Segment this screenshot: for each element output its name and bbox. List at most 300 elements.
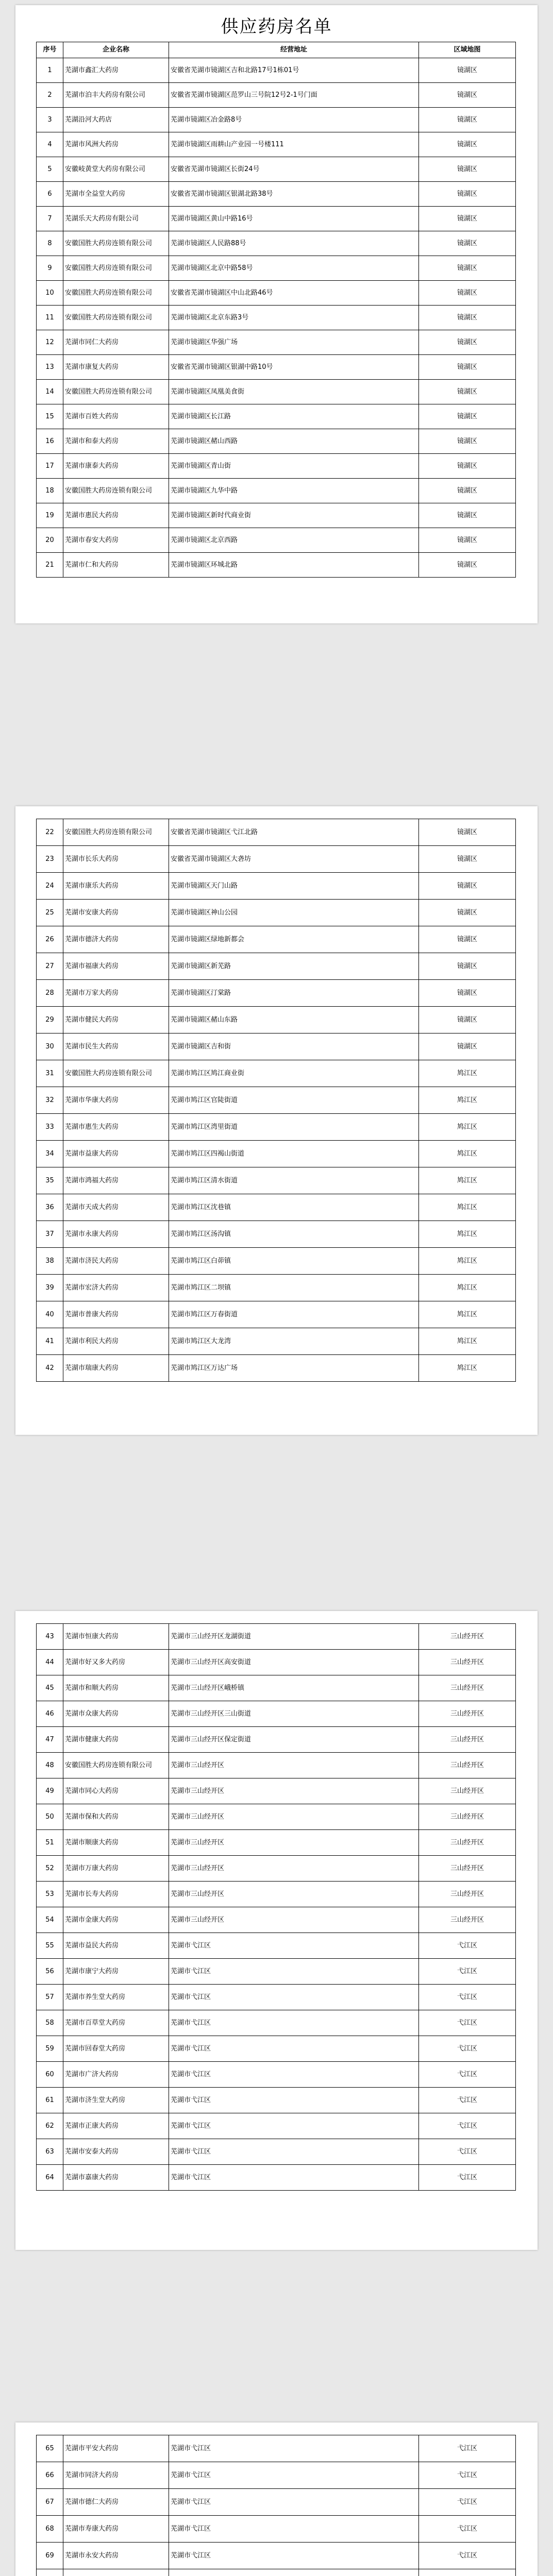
- table-row: [37, 207, 516, 231]
- table-row: [37, 83, 516, 108]
- company-name: 芜湖市万家大药房: [63, 980, 169, 1007]
- district: 镜湖区: [419, 528, 516, 553]
- table-row: [37, 2435, 516, 2462]
- district: 鸠江区: [419, 1194, 516, 1221]
- table-header-row: [37, 42, 516, 58]
- header-address: 经营地址: [169, 42, 419, 58]
- pharmacy-table: [36, 1623, 516, 2191]
- business-address: 芜湖市弋江区: [169, 2165, 419, 2191]
- company-name: 芜湖市同济大药房: [63, 2462, 169, 2489]
- company-name: 芜湖市康复大药房: [63, 355, 169, 380]
- business-address: 芜湖市鸠江区清水街道: [169, 1167, 419, 1194]
- company-name: 芜湖市和泰大药房: [63, 429, 169, 454]
- table-row: [37, 2113, 516, 2139]
- company-name: 芜湖市好又多大药房: [63, 1650, 169, 1675]
- company-name: 芜湖市永康大药房: [63, 1221, 169, 1248]
- table-row: [37, 1221, 516, 1248]
- row-index: 4: [37, 132, 63, 157]
- business-address: 芜湖市鸠江区万春街道: [169, 1301, 419, 1328]
- row-index: 46: [37, 1701, 63, 1727]
- district: 鸠江区: [419, 1114, 516, 1141]
- district: 鸠江区: [419, 1060, 516, 1087]
- table-row: [37, 2516, 516, 2543]
- district: 弋江区: [419, 1959, 516, 1985]
- business-address: 芜湖市镜湖区赭山东路: [169, 1007, 419, 1033]
- district: 镜湖区: [419, 553, 516, 578]
- business-address: 芜湖市镜湖区新时代商业街: [169, 503, 419, 528]
- district: 弋江区: [419, 2062, 516, 2088]
- district: 镜湖区: [419, 1033, 516, 1060]
- table-row: [37, 231, 516, 256]
- business-address: 芜湖市三山经开区: [169, 1907, 419, 1933]
- table-row: [37, 1087, 516, 1114]
- district: 三山经开区: [419, 1753, 516, 1778]
- business-address: 芜湖市镜湖区华强广场: [169, 330, 419, 355]
- business-address: 芜湖市镜湖区汀棠路: [169, 980, 419, 1007]
- table-body: [37, 2435, 516, 2576]
- company-name: 芜湖市风洲大药房: [63, 132, 169, 157]
- table-row: [37, 1675, 516, 1701]
- district: 镜湖区: [419, 819, 516, 846]
- row-index: 14: [37, 380, 63, 404]
- company-name: 芜湖市健民大药房: [63, 1007, 169, 1033]
- district: 弋江区: [419, 2462, 516, 2489]
- business-address: 芜湖市三山经开区: [169, 1830, 419, 1856]
- business-address: 芜湖市三山经开区: [169, 1753, 419, 1778]
- district: 弋江区: [419, 1933, 516, 1959]
- header-area: 区域地图: [419, 42, 516, 58]
- business-address: [169, 2569, 419, 2576]
- row-index: 45: [37, 1675, 63, 1701]
- row-index: 50: [37, 1804, 63, 1830]
- company-name: 芜湖市瑞康大药房: [63, 1355, 169, 1382]
- table-row: [37, 479, 516, 503]
- business-address: 芜湖市镜湖区新芜路: [169, 953, 419, 980]
- business-address: 芜湖市弋江区: [169, 2462, 419, 2489]
- row-index: 13: [37, 355, 63, 380]
- table-row: [37, 281, 516, 306]
- business-address: 芜湖市镜湖区吉和街: [169, 1033, 419, 1060]
- district: 鸠江区: [419, 1275, 516, 1301]
- table-row: [37, 819, 516, 846]
- document-title: 供应药房名单: [221, 16, 332, 37]
- district: 镜湖区: [419, 207, 516, 231]
- row-index: 38: [37, 1248, 63, 1275]
- row-index: 44: [37, 1650, 63, 1675]
- company-name: 芜湖市康宁大药房: [63, 1959, 169, 1985]
- table-row: [37, 2062, 516, 2088]
- company-name: 芜湖市民生大药房: [63, 1033, 169, 1060]
- district: 镜湖区: [419, 256, 516, 281]
- district: 镜湖区: [419, 281, 516, 306]
- business-address: 芜湖市弋江区: [169, 2113, 419, 2139]
- company-name: 安徽国胜大药房连锁有限公司: [63, 479, 169, 503]
- row-index: 30: [37, 1033, 63, 1060]
- business-address: 安徽省芜湖市镜湖区范罗山三号院12号2-1号门面: [169, 83, 419, 108]
- district: 三山经开区: [419, 1856, 516, 1882]
- pharmacy-table: [36, 42, 516, 578]
- business-address: 芜湖市镜湖区人民路88号: [169, 231, 419, 256]
- district: 弋江区: [419, 1985, 516, 2010]
- district: 弋江区: [419, 2435, 516, 2462]
- row-index: 24: [37, 873, 63, 900]
- table-row: [37, 1753, 516, 1778]
- table-row: [37, 1033, 516, 1060]
- row-index: 42: [37, 1355, 63, 1382]
- district: 鸠江区: [419, 1221, 516, 1248]
- table-row: [37, 980, 516, 1007]
- row-index: [37, 2569, 63, 2576]
- business-address: 芜湖市鸠江区沈巷镇: [169, 1194, 419, 1221]
- company-name: 芜湖市福康大药房: [63, 953, 169, 980]
- row-index: 22: [37, 819, 63, 846]
- row-index: 29: [37, 1007, 63, 1033]
- row-index: 43: [37, 1624, 63, 1650]
- business-address: 芜湖市弋江区: [169, 1959, 419, 1985]
- company-name: 安徽国胜大药房连锁有限公司: [63, 231, 169, 256]
- district: 镜湖区: [419, 953, 516, 980]
- company-name: 芜湖市泊丰大药房有限公司: [63, 83, 169, 108]
- district: 弋江区: [419, 2113, 516, 2139]
- table-row: [37, 58, 516, 83]
- row-index: 59: [37, 2036, 63, 2062]
- row-index: 34: [37, 1141, 63, 1167]
- company-name: 芜湖市康泰大药房: [63, 454, 169, 479]
- business-address: 芜湖市鸠江区官陡街道: [169, 1087, 419, 1114]
- row-index: 20: [37, 528, 63, 553]
- table-row: [37, 2569, 516, 2576]
- business-address: 芜湖市镜湖区北京东路3号: [169, 306, 419, 330]
- company-name: 芜湖市百姓大药房: [63, 404, 169, 429]
- district: 镜湖区: [419, 132, 516, 157]
- district: 三山经开区: [419, 1727, 516, 1753]
- row-index: 67: [37, 2489, 63, 2516]
- company-name: 芜湖市正康大药房: [63, 2113, 169, 2139]
- district: 鸠江区: [419, 1087, 516, 1114]
- business-address: 芜湖市镜湖区神山公园: [169, 900, 419, 926]
- row-index: 2: [37, 83, 63, 108]
- table-row: [37, 900, 516, 926]
- business-address: 芜湖市镜湖区凤凰美食街: [169, 380, 419, 404]
- table-row: [37, 1830, 516, 1856]
- company-name: 安徽国胜大药房连锁有限公司: [63, 1753, 169, 1778]
- company-name: 芜湖市百草堂大药房: [63, 2010, 169, 2036]
- row-index: 63: [37, 2139, 63, 2165]
- table-row: [37, 1650, 516, 1675]
- district: 镜湖区: [419, 83, 516, 108]
- district: 镜湖区: [419, 454, 516, 479]
- business-address: 芜湖市三山经开区高安街道: [169, 1650, 419, 1675]
- business-address: 安徽省芜湖市镜湖区银湖中路10号: [169, 355, 419, 380]
- row-index: 68: [37, 2516, 63, 2543]
- district: 弋江区: [419, 2165, 516, 2191]
- table-row: [37, 553, 516, 578]
- business-address: 芜湖市三山经开区龙湖街道: [169, 1624, 419, 1650]
- business-address: 芜湖市弋江区: [169, 2139, 419, 2165]
- company-name: 芜湖市回春堂大药房: [63, 2036, 169, 2062]
- document-page-4: [15, 2422, 538, 2576]
- district: 镜湖区: [419, 380, 516, 404]
- company-name: 芜湖市寿康大药房: [63, 2516, 169, 2543]
- table-body: [37, 58, 516, 578]
- row-index: 11: [37, 306, 63, 330]
- district: 弋江区: [419, 2088, 516, 2113]
- business-address: 芜湖市弋江区: [169, 2088, 419, 2113]
- district: 三山经开区: [419, 1907, 516, 1933]
- company-name: 芜湖市同仁大药房: [63, 330, 169, 355]
- business-address: 芜湖市弋江区: [169, 2010, 419, 2036]
- table-row: [37, 1701, 516, 1727]
- company-name: 芜湖市养生堂大药房: [63, 1985, 169, 2010]
- row-index: 25: [37, 900, 63, 926]
- district: 弋江区: [419, 2543, 516, 2569]
- business-address: 安徽省芜湖市镜湖区大砻坊: [169, 846, 419, 873]
- row-index: 37: [37, 1221, 63, 1248]
- table-row: [37, 873, 516, 900]
- business-address: 芜湖市鸠江区汤沟镇: [169, 1221, 419, 1248]
- district: 镜湖区: [419, 58, 516, 83]
- table-row: [37, 1141, 516, 1167]
- business-address: 安徽省芜湖市镜湖区银湖北路38号: [169, 182, 419, 207]
- business-address: 芜湖市弋江区: [169, 2489, 419, 2516]
- business-address: 芜湖市鸠江区白茆镇: [169, 1248, 419, 1275]
- table-row: [37, 1275, 516, 1301]
- row-index: 15: [37, 404, 63, 429]
- table-row: [37, 528, 516, 553]
- table-row: [37, 1907, 516, 1933]
- row-index: 1: [37, 58, 63, 83]
- business-address: 芜湖市弋江区: [169, 2435, 419, 2462]
- district: 弋江区: [419, 2516, 516, 2543]
- table-row: [37, 1624, 516, 1650]
- header-index: 序号: [37, 42, 63, 58]
- district: 三山经开区: [419, 1701, 516, 1727]
- table-row: [37, 1985, 516, 2010]
- business-address: 芜湖市鸠江区万达广场: [169, 1355, 419, 1382]
- pharmacy-table: [36, 819, 516, 1382]
- company-name: 芜湖市和顺大药房: [63, 1675, 169, 1701]
- company-name: 芜湖市济生堂大药房: [63, 2088, 169, 2113]
- table-row: [37, 380, 516, 404]
- company-name: 芜湖乐天大药房有限公司: [63, 207, 169, 231]
- row-index: 16: [37, 429, 63, 454]
- business-address: 芜湖市三山经开区: [169, 1804, 419, 1830]
- company-name: 芜湖市利民大药房: [63, 1328, 169, 1355]
- row-index: 12: [37, 330, 63, 355]
- district: 镜湖区: [419, 182, 516, 207]
- business-address: 芜湖市镜湖区黄山中路16号: [169, 207, 419, 231]
- row-index: 21: [37, 553, 63, 578]
- table-row: [37, 182, 516, 207]
- district: 镜湖区: [419, 157, 516, 182]
- business-address: 芜湖市镜湖区长江路: [169, 404, 419, 429]
- district: 弋江区: [419, 2010, 516, 2036]
- row-index: 41: [37, 1328, 63, 1355]
- company-name: 芜湖市宏济大药房: [63, 1275, 169, 1301]
- company-name: 芜湖市同心大药房: [63, 1778, 169, 1804]
- company-name: 芜湖市鑫汇大药房: [63, 58, 169, 83]
- business-address: 芜湖市弋江区: [169, 2036, 419, 2062]
- district: 鸠江区: [419, 1248, 516, 1275]
- district: 镜湖区: [419, 926, 516, 953]
- district: 三山经开区: [419, 1882, 516, 1907]
- table-row: [37, 1060, 516, 1087]
- company-name: 安徽国胜大药房连锁有限公司: [63, 256, 169, 281]
- table-row: [37, 256, 516, 281]
- table-row: [37, 454, 516, 479]
- company-name: 安徽国胜大药房连锁有限公司: [63, 1060, 169, 1087]
- company-name: 安徽国胜大药房连锁有限公司: [63, 819, 169, 846]
- row-index: 36: [37, 1194, 63, 1221]
- business-address: 芜湖市弋江区: [169, 2062, 419, 2088]
- company-name: 芜湖市德济大药房: [63, 926, 169, 953]
- company-name: 芜湖市长乐大药房: [63, 846, 169, 873]
- district: 镜湖区: [419, 330, 516, 355]
- row-index: 27: [37, 953, 63, 980]
- table-row: [37, 2010, 516, 2036]
- table-row: [37, 1856, 516, 1882]
- row-index: 7: [37, 207, 63, 231]
- company-name: 安徽国胜大药房连锁有限公司: [63, 306, 169, 330]
- company-name: 芜湖市长寿大药房: [63, 1882, 169, 1907]
- row-index: 9: [37, 256, 63, 281]
- table-row: [37, 2165, 516, 2191]
- company-name: 安徽岐黄堂大药房有限公司: [63, 157, 169, 182]
- document-page-3: [15, 1611, 538, 2250]
- table-row: [37, 1007, 516, 1033]
- row-index: 56: [37, 1959, 63, 1985]
- business-address: 芜湖市鸠江区二坝镇: [169, 1275, 419, 1301]
- company-name: 芜湖市春安大药房: [63, 528, 169, 553]
- row-index: 57: [37, 1985, 63, 2010]
- table-row: [37, 1301, 516, 1328]
- district: 镜湖区: [419, 846, 516, 873]
- business-address: 芜湖市镜湖区北京中路58号: [169, 256, 419, 281]
- table-row: [37, 1194, 516, 1221]
- header-company: 企业名称: [63, 42, 169, 58]
- row-index: 6: [37, 182, 63, 207]
- table-row: [37, 132, 516, 157]
- district: 弋江区: [419, 2139, 516, 2165]
- row-index: 55: [37, 1933, 63, 1959]
- row-index: 35: [37, 1167, 63, 1194]
- district: 镜湖区: [419, 980, 516, 1007]
- pharmacy-table: [36, 2435, 516, 2576]
- company-name: 安徽国胜大药房连锁有限公司: [63, 281, 169, 306]
- table-row: [37, 846, 516, 873]
- business-address: 芜湖市镜湖区北京西路: [169, 528, 419, 553]
- business-address: 芜湖市三山经开区: [169, 1856, 419, 1882]
- business-address: 芜湖市鸠江区四褐山街道: [169, 1141, 419, 1167]
- business-address: 安徽省芜湖市镜湖区中山北路46号: [169, 281, 419, 306]
- row-index: 48: [37, 1753, 63, 1778]
- table-row: [37, 1727, 516, 1753]
- company-name: 芜湖市全益堂大药房: [63, 182, 169, 207]
- document-page-1: [15, 5, 538, 623]
- table-row: [37, 953, 516, 980]
- row-index: 65: [37, 2435, 63, 2462]
- table-row: [37, 2489, 516, 2516]
- row-index: 39: [37, 1275, 63, 1301]
- business-address: 安徽省芜湖市镜湖区长街24号: [169, 157, 419, 182]
- business-address: 芜湖市镜湖区赭山西路: [169, 429, 419, 454]
- business-address: 芜湖市弋江区: [169, 2516, 419, 2543]
- table-row: [37, 1778, 516, 1804]
- district: 鸠江区: [419, 1141, 516, 1167]
- row-index: 58: [37, 2010, 63, 2036]
- business-address: 芜湖市鸠江区湾里街道: [169, 1114, 419, 1141]
- district: 三山经开区: [419, 1624, 516, 1650]
- row-index: 10: [37, 281, 63, 306]
- row-index: 23: [37, 846, 63, 873]
- table-row: [37, 1959, 516, 1985]
- company-name: 芜湖市天成大药房: [63, 1194, 169, 1221]
- table-row: [37, 355, 516, 380]
- row-index: 31: [37, 1060, 63, 1087]
- row-index: 47: [37, 1727, 63, 1753]
- company-name: 芜湖市嘉康大药房: [63, 2165, 169, 2191]
- table-body: [37, 819, 516, 1382]
- district: 弋江区: [419, 2489, 516, 2516]
- table-row: [37, 2543, 516, 2569]
- district: 镜湖区: [419, 404, 516, 429]
- table-row: [37, 157, 516, 182]
- row-index: 64: [37, 2165, 63, 2191]
- business-address: 安徽省芜湖市镜湖区吉和北路17号1栋01号: [169, 58, 419, 83]
- table-row: [37, 1114, 516, 1141]
- business-address: 芜湖市镜湖区环城北路: [169, 553, 419, 578]
- row-index: 66: [37, 2462, 63, 2489]
- row-index: 51: [37, 1830, 63, 1856]
- business-address: 芜湖市三山经开区三山街道: [169, 1701, 419, 1727]
- business-address: 芜湖市镜湖区冶金路8号: [169, 108, 419, 132]
- district: 镜湖区: [419, 108, 516, 132]
- row-index: 40: [37, 1301, 63, 1328]
- district: 镜湖区: [419, 355, 516, 380]
- company-name: 芜湖市益康大药房: [63, 1141, 169, 1167]
- table-row: [37, 1882, 516, 1907]
- document-page-2: [15, 806, 538, 1435]
- table-row: [37, 926, 516, 953]
- table-row: [37, 1328, 516, 1355]
- company-name: [63, 2569, 169, 2576]
- company-name: 芜湖市德仁大药房: [63, 2489, 169, 2516]
- company-name: 芜湖市普康大药房: [63, 1301, 169, 1328]
- district: 镜湖区: [419, 1007, 516, 1033]
- company-name: 芜湖市健康大药房: [63, 1727, 169, 1753]
- table-row: [37, 1355, 516, 1382]
- row-index: 62: [37, 2113, 63, 2139]
- company-name: 芜湖市仁和大药房: [63, 553, 169, 578]
- district: 三山经开区: [419, 1650, 516, 1675]
- district: 镜湖区: [419, 873, 516, 900]
- business-address: 芜湖市镜湖区天门山路: [169, 873, 419, 900]
- district: 镜湖区: [419, 479, 516, 503]
- business-address: 芜湖市鸠江区大龙湾: [169, 1328, 419, 1355]
- table-row: [37, 503, 516, 528]
- company-name: 芜湖市安泰大药房: [63, 2139, 169, 2165]
- company-name: 安徽国胜大药房连锁有限公司: [63, 380, 169, 404]
- table-row: [37, 306, 516, 330]
- business-address: 芜湖市弋江区: [169, 1985, 419, 2010]
- row-index: 26: [37, 926, 63, 953]
- table-row: [37, 2462, 516, 2489]
- district: 镜湖区: [419, 503, 516, 528]
- table-row: [37, 1933, 516, 1959]
- district: 三山经开区: [419, 1830, 516, 1856]
- table-row: [37, 1167, 516, 1194]
- company-name: 芜湖市鸿福大药房: [63, 1167, 169, 1194]
